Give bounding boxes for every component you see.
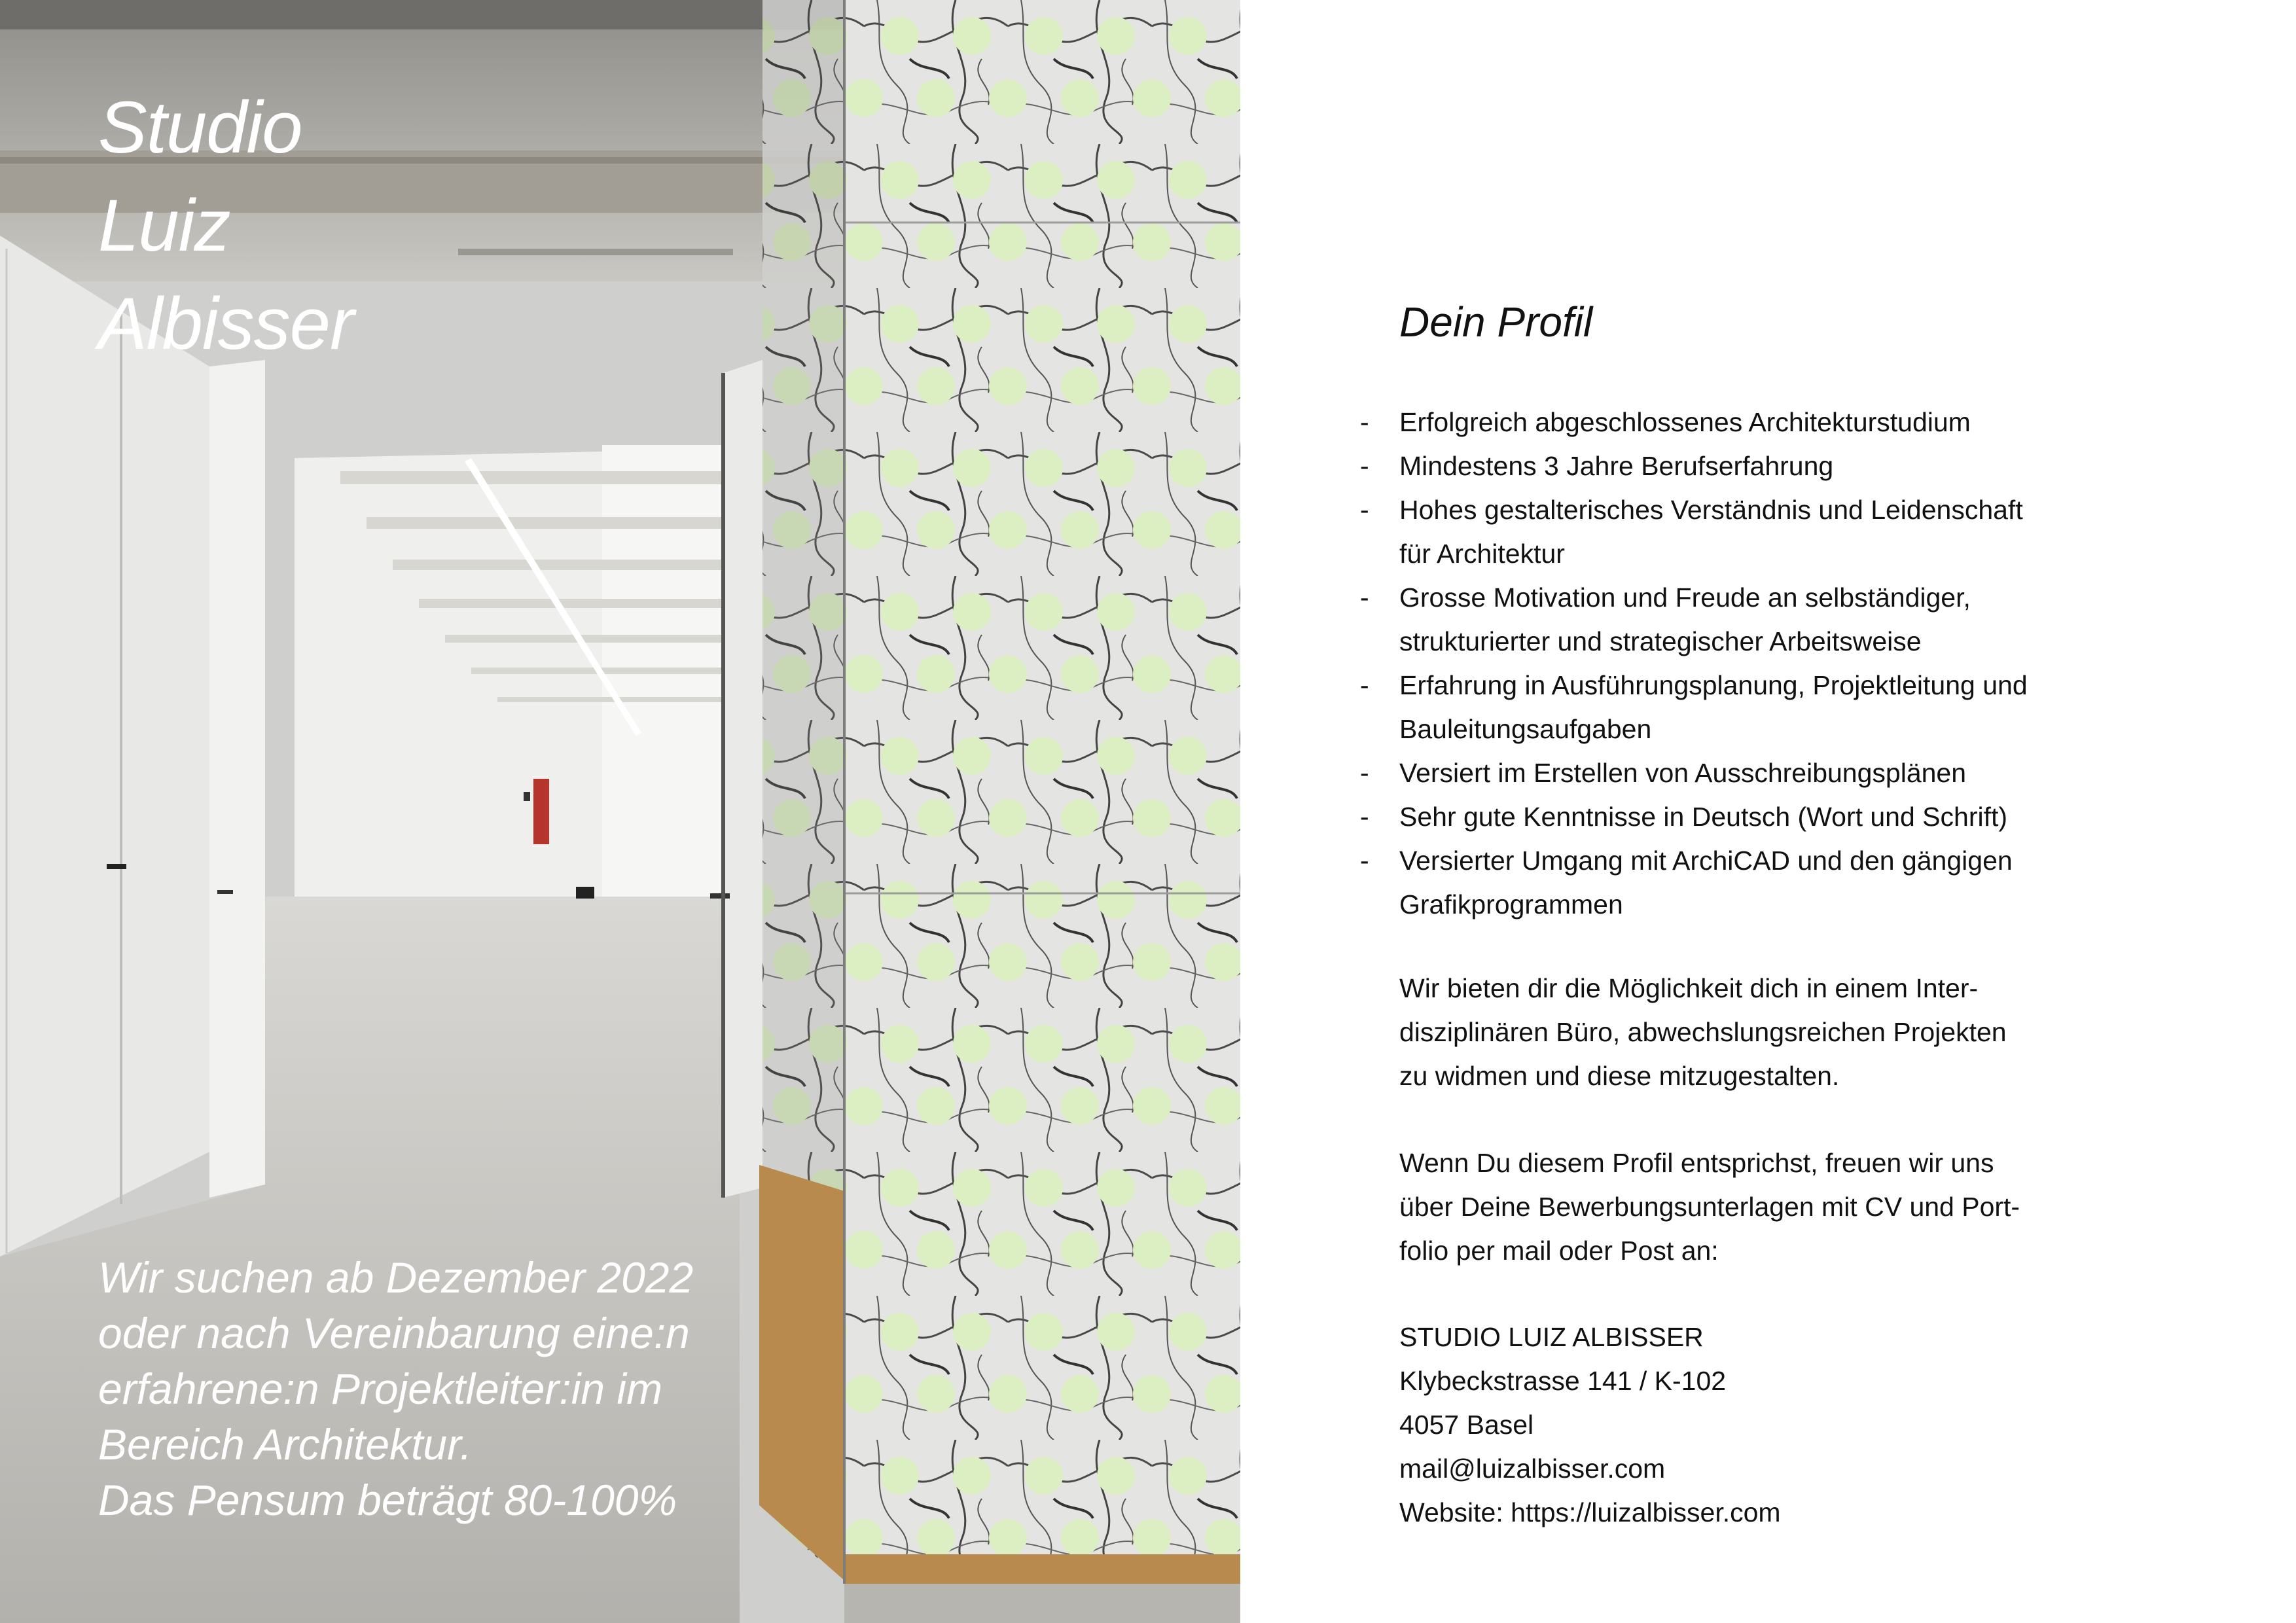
list-item [1360,839,2145,927]
studio-name-line: Studio [98,86,302,168]
list-item [1360,576,2145,664]
requirement-text: Mindestens 3 Jahre Berufserfahrung [1399,451,1834,481]
job-announcement-line: erfahrene:n Projektleiter:in im [98,1364,663,1413]
city: 4057 Basel [1399,1410,1534,1440]
website-link[interactable]: Website: https://luizalbisser.com [1399,1497,1781,1527]
requirement-text: Sehr gute Kenntnisse in Deutsch (Wort und Schrift) [1399,802,2008,832]
profile-text-panel [1240,0,2296,1623]
job-announcement-line: oder nach Vereinbarung eine:n [98,1309,690,1357]
list-item [1360,488,2145,576]
requirement-text: Grosse Motivation und Freude an selbständiger, strukturierter und strategischer Arbeitsweise [1399,582,1971,656]
list-item [1360,401,2145,444]
offer-paragraph: Wir bieten dir die Möglichkeit dich in einem Inter- disziplinären Büro, abwechslungsreichen Projekten zu widmen und diese mitzugestalten. [1399,973,2007,1091]
company-name: STUDIO LUIZ ALBISSER [1399,1322,1704,1352]
list-item [1360,444,2145,488]
list-item [1360,664,2145,751]
requirement-text: Erfolgreich abgeschlossenes Architekturstudium [1399,407,1971,437]
requirement-text: Erfahrung in Ausführungsplanung, Projektleitung und Bauleitungsaufgaben [1399,670,2028,744]
studio-name-line: Luiz [98,185,230,266]
list-item [1360,751,2145,795]
requirement-text: Versierter Umgang mit ArchiCAD und den gängigen Grafikprogrammen [1399,846,2013,919]
studio-name-line: Albisser [98,283,354,365]
application-paragraph: Wenn Du diesem Profil entsprichst, freuen wir uns über Deine Bewerbungsunterlagen mit CV und Port- folio per mail oder Post an: [1399,1148,2020,1266]
requirement-text: Hohes gestalterisches Verständnis und Leidenschaft für Architektur [1399,495,2023,569]
job-announcement-line: Wir suchen ab Dezember 2022 [98,1253,694,1302]
job-announcement [98,1250,818,1528]
job-announcement-line: Das Pensum beträgt 80-100% [98,1476,677,1524]
requirements-list [1360,401,2145,927]
job-announcement-line: Bereich Architektur. [98,1420,472,1469]
list-item [1360,795,2145,839]
requirement-text: Versiert im Erstellen von Ausschreibungsplänen [1399,758,1967,788]
profile-heading: Dein Profil [1399,298,1593,346]
studio-name-title [98,79,353,373]
street-address: Klybeckstrasse 141 / K-102 [1399,1366,1727,1396]
email-link[interactable]: mail@luizalbisser.com [1399,1454,1666,1484]
contact-address [1399,1315,2185,1535]
